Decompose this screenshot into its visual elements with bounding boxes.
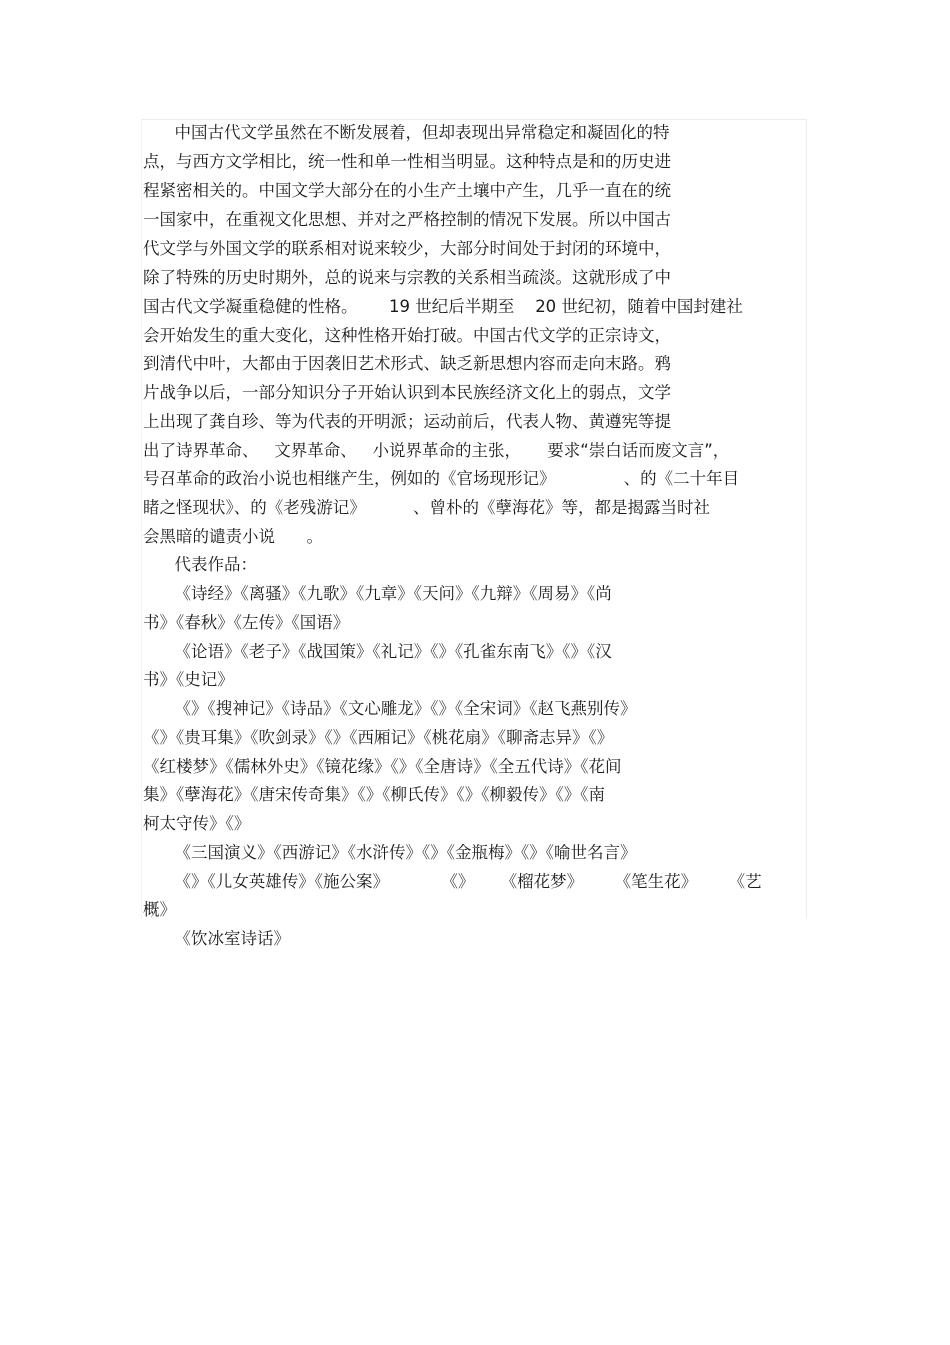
works-line: 《诗经》《离骚》《九歌》《九章》《天问》《九辩》《周易》《尚 (143, 584, 612, 603)
works-line: 《》《搜神记》《诗品》《文心雕龙》《》《全宋词》《赵飞燕别传》 (143, 699, 637, 718)
works-line: 《》《儿女英雄传》《施公案》 《》 《榴花梦》 《笔生花》 《艺 (143, 872, 762, 891)
works-line: 概》 (143, 900, 176, 919)
text-line: 到清代中叶，大都由于因袭旧艺术形式、缺乏新思想内容而走向末路。鸦 (143, 354, 671, 373)
text-line: 除了特殊的历史时期外，总的说来与宗教的关系相当疏淡。这就形成了中 (143, 268, 671, 287)
works-line: 书》《史记》 (143, 670, 234, 689)
works-line: 书》《春秋》《左传》《国语》 (143, 613, 350, 632)
works-line: 《》《贵耳集》《吹剑录》《》《西厢记》《桃花扇》《聊斋志异》《》 (143, 728, 614, 747)
text-line: 代文学与外国文学的联系相对说来较少，大部分时间处于封闭的环境中， (143, 239, 671, 258)
text-line: 程紧密相关的。中国文学大部分在的小生产土壤中产生，几乎一直在的统 (143, 181, 671, 200)
works-line: 《红楼梦》《儒林外史》《镜花缘》《》《全唐诗》《全五代诗》《花间 (143, 757, 622, 776)
text-line: 会黑暗的谴责小说 。 (143, 527, 323, 546)
works-line: 《论语》《老子》《战国策》《礼记》《》《孔雀东南飞》《》《汉 (143, 642, 612, 661)
text-line: 号召革命的政治小说也相继产生，例如的《官场现形记》 、的《二十年目 (143, 469, 740, 488)
text-line: 中国古代文学虽然在不断发展着，但却表现出异常稳定和凝固化的特 (143, 123, 670, 142)
section-heading: 代表作品： (143, 555, 257, 574)
works-line: 《三国演义》《西游记》《水浒传》《》《金瓶梅》《》《喻世名言》 (143, 843, 637, 862)
works-line: 柯太守传》《》 (143, 814, 251, 833)
text-line: 会开始发生的重大变化，这种性格开始打破。中国古代文学的正宗诗文， (143, 326, 671, 345)
works-line: 集》《孽海花》《唐宋传奇集》《》《柳氏传》《》《柳毅传》《》《南 (143, 785, 605, 804)
works-line: 《饮冰室诗话》 (143, 929, 290, 948)
text-line: 出了诗界革命、 文界革命、 小说界革命的主张， 要求“崇白话而废文言”， (143, 441, 730, 460)
text-line: 睹之怪现状》、的《老残游记》 、曾朴的《孽海花》等，都是揭露当时社 (143, 498, 710, 517)
text-line: 点，与西方文学相比，统一性和单一性相当明显。这种特点是和的历史进 (143, 152, 671, 171)
text-line: 上出现了龚自珍、等为代表的开明派；运动前后，代表人物、黄遵宪等提 (143, 412, 671, 431)
text-line: 一国家中，在重视文化思想、并对之严格控制的情况下发展。所以中国古 (143, 210, 671, 229)
text-line: 国古代文学凝重稳健的性格。 19 世纪后半期至 20 世纪初，随着中国封建社 (143, 297, 743, 316)
text-line: 片战争以后，一部分知识分子开始认识到本民族经济文化上的弱点，文学 (143, 383, 671, 402)
